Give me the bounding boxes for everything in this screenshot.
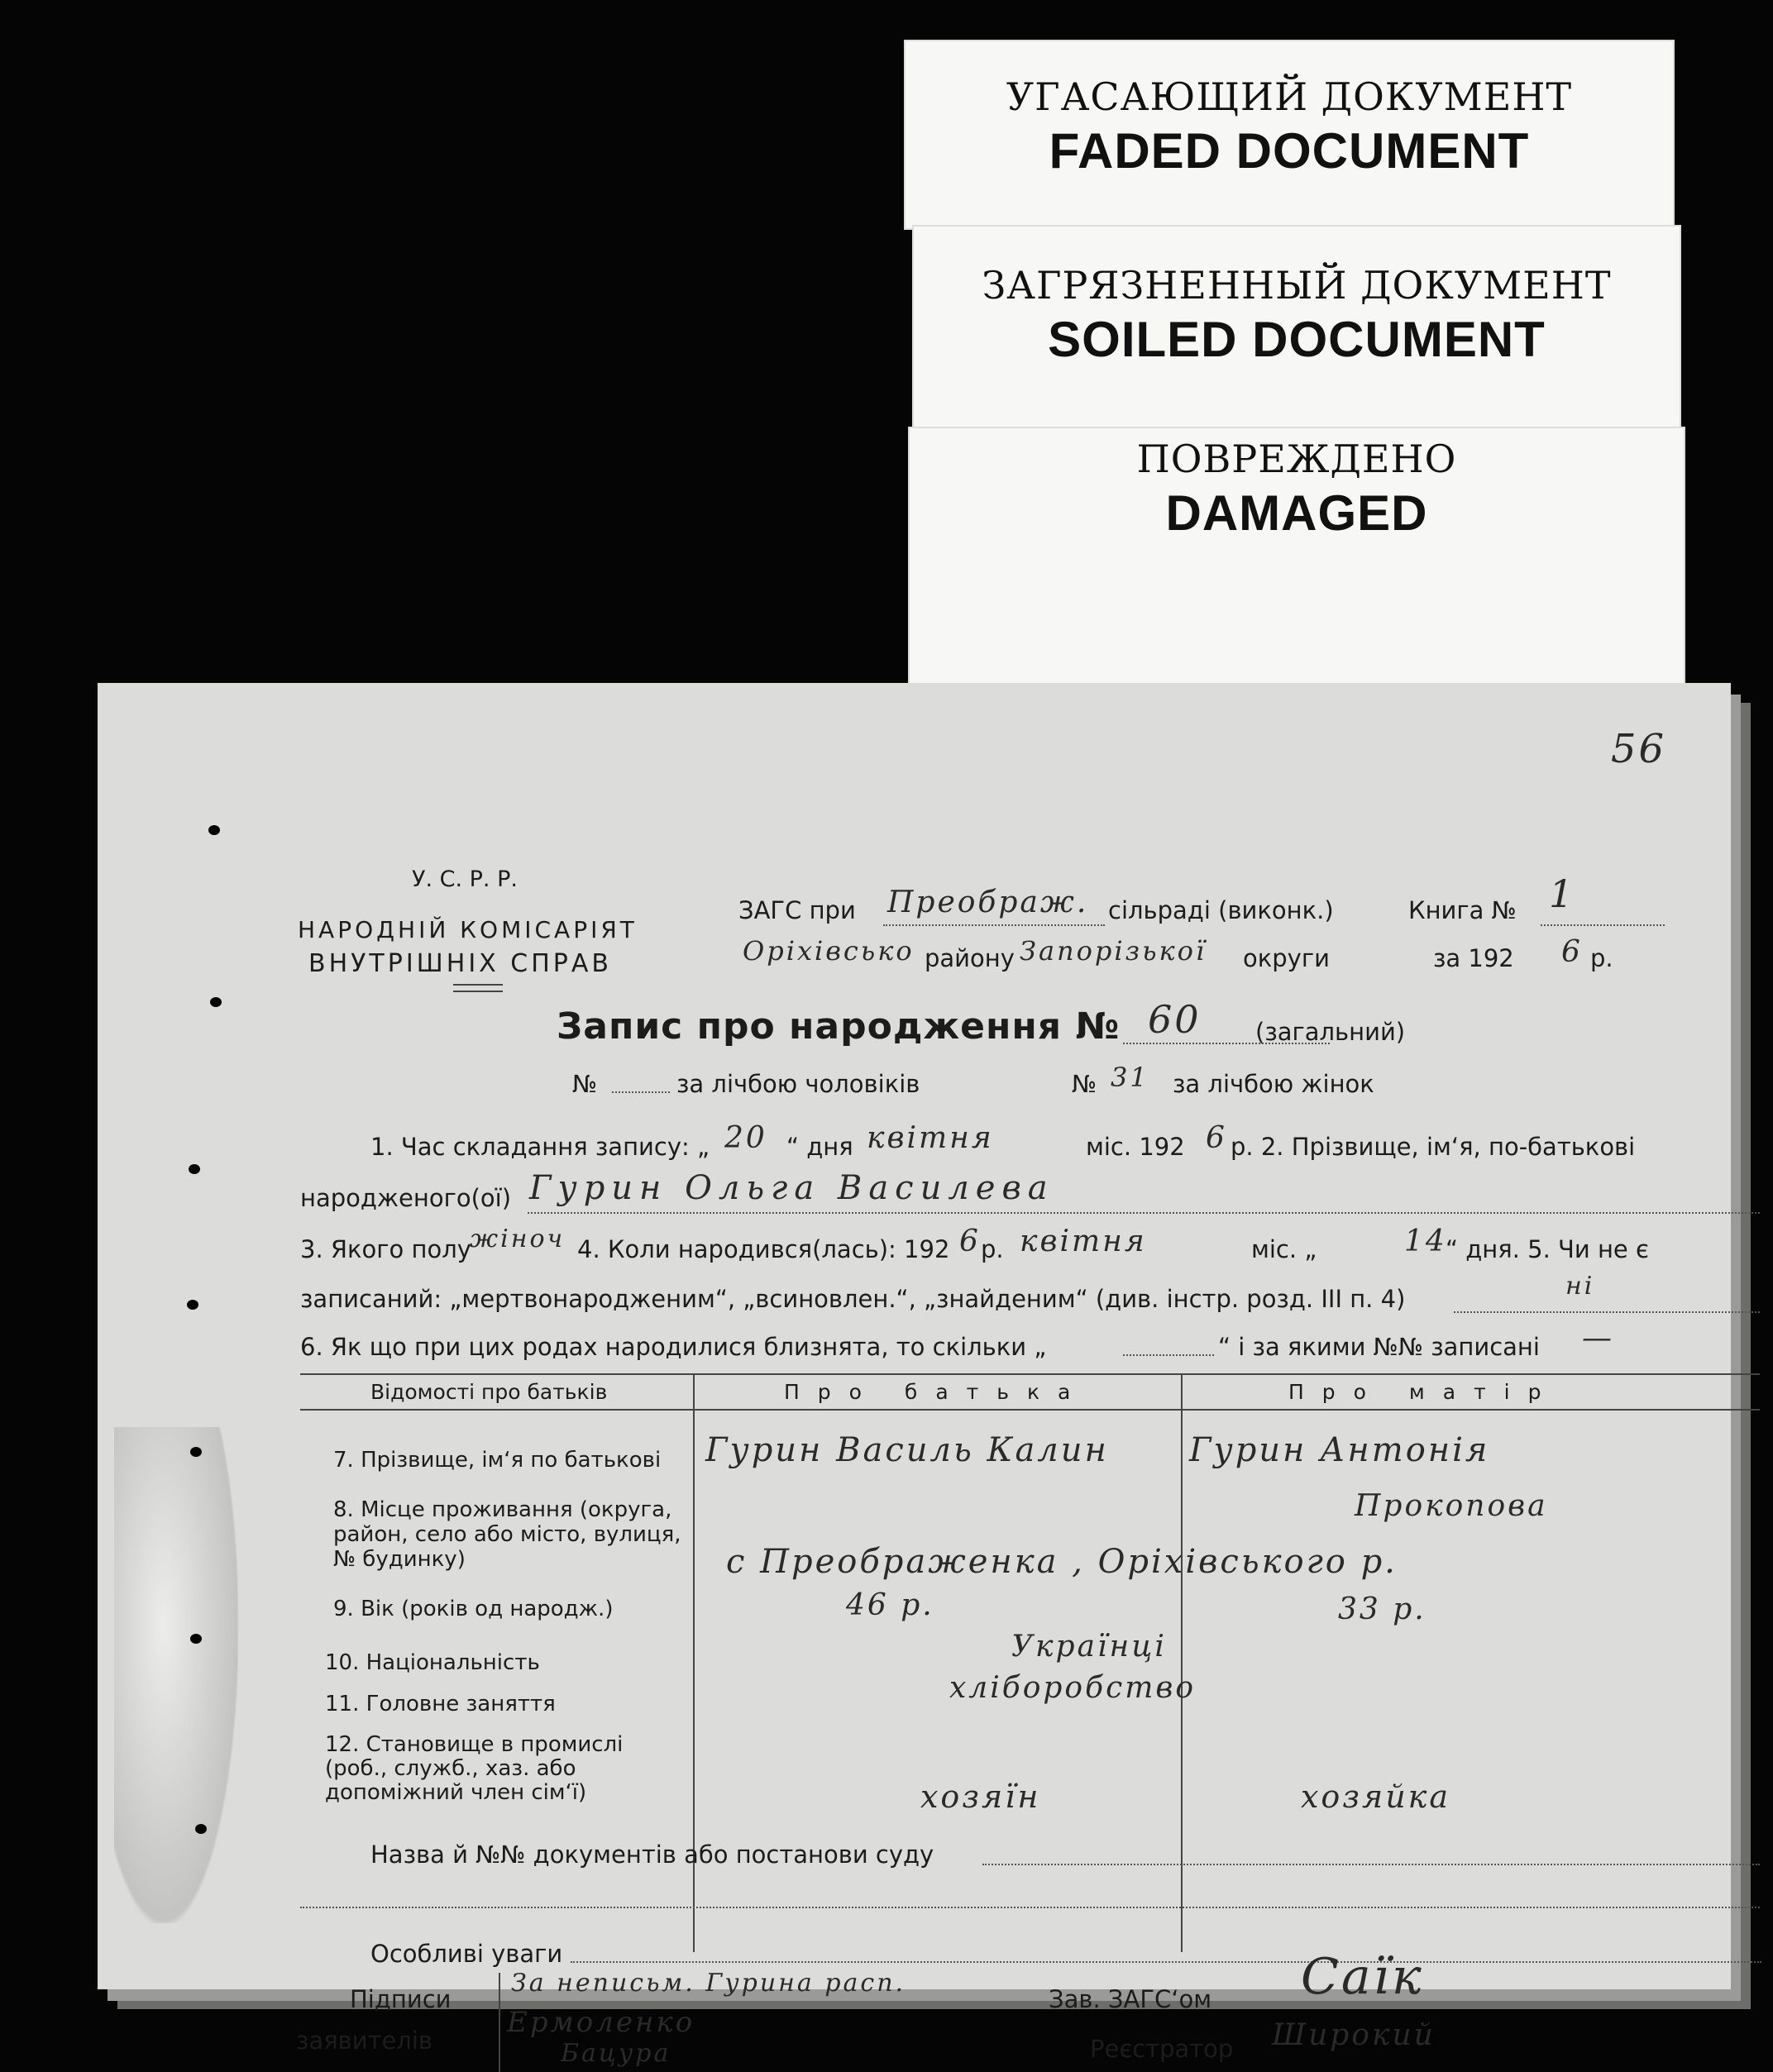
punch-hole (190, 1634, 202, 1644)
row-label-status: 12. Становище в промислі (роб., служб., хаз. або допоміжний член сім‘ї) (325, 1732, 624, 1805)
record-year: 6 (1206, 1121, 1227, 1155)
zags-value: Преображ. (887, 886, 1089, 919)
page-number: 56 (1611, 726, 1667, 772)
registrar-signature: Широкий (1272, 2018, 1436, 2052)
raion-value: Оріхівсько (743, 935, 915, 967)
stillborn-answer: ні (1565, 1272, 1595, 1301)
okruga-label: округи (1243, 944, 1330, 972)
father-age: 46 р. (846, 1588, 934, 1622)
torn-edge-damage (114, 1427, 238, 1923)
kniga-value: 1 (1549, 871, 1576, 916)
twins-numbers-label: “ і за якими №№ записані (1218, 1333, 1540, 1361)
header-divider (453, 991, 503, 992)
punch-hole (189, 1164, 200, 1174)
stillborn-question-start: “ дня. 5. Чи не є (1446, 1235, 1649, 1263)
raion-label: району (925, 944, 1015, 972)
record-month: квітня (867, 1121, 994, 1155)
notes-dotted-line (571, 1961, 1761, 1963)
mother-name: Гурин Антонія (1189, 1431, 1490, 1469)
time-of-record-label: 1. Час складання запису: „ (370, 1133, 710, 1161)
col-mother: Про матір (1288, 1380, 1560, 1404)
twins-question: 6. Як що при цих родах народилися близнята, то скільки „ (300, 1333, 1047, 1361)
father-name: Гурин Василь Калин (705, 1431, 1109, 1469)
mother-age: 33 р. (1338, 1592, 1427, 1626)
kniga-dotted-line (1541, 924, 1665, 926)
punch-hole (208, 825, 220, 835)
applicant-name: Ермоленко (507, 2006, 695, 2039)
child-label: народженого(ої) (300, 1184, 512, 1212)
punch-hole (195, 1824, 207, 1834)
sex-value: жіноч (470, 1225, 566, 1253)
col-father: Про батька (784, 1380, 1089, 1404)
record-month-suffix: міс. 192 (1086, 1133, 1185, 1161)
record-day-suffix: “ дня (786, 1133, 853, 1161)
twins-count-dotted-line (1123, 1354, 1214, 1356)
zags-label: ЗАГС при (738, 896, 856, 924)
nationality-value: Українці (1011, 1630, 1167, 1664)
okruga-value: Запорізької (1020, 935, 1207, 967)
faded-document-label (904, 40, 1675, 230)
zags-head-label: Зав. ЗАГС‘ом (1049, 1985, 1212, 2013)
record-day: 20 (724, 1121, 767, 1155)
faded-label-ru: УГАСАЮЩИЙ ДОКУМЕНТ (1006, 74, 1573, 119)
documents-dotted-line (982, 1864, 1760, 1865)
record-number-suffix: (загальний) (1255, 1018, 1406, 1046)
sex-label: 3. Якого полу (300, 1235, 471, 1263)
birth-day: 14 (1404, 1225, 1447, 1258)
record-title: Запис про народження № (557, 1005, 1121, 1048)
selradi-label: сільраді (виконк.) (1108, 896, 1334, 924)
faded-label-en: FADED DOCUMENT (1049, 123, 1530, 179)
soiled-label-en: SOILED DOCUMENT (1048, 312, 1546, 367)
row-label-residence: 8. Місце проживання (округа, район, село або місто, вулиця, № будинку) (333, 1497, 681, 1572)
child-name: Гурин Ольга Василева (529, 1169, 1054, 1207)
documents-dotted-line-2 (300, 1907, 1760, 1908)
soiled-label-ru: ЗАГРЯЗНЕННЫЙ ДОКУМЕНТ (982, 263, 1612, 308)
table-top-rule (300, 1373, 1760, 1375)
punch-hole (190, 1447, 202, 1457)
record-number: 60 (1148, 997, 1202, 1042)
table-header-rule (300, 1409, 1760, 1411)
documents-label: Назва й №№ документів або постанови суду (370, 1840, 934, 1869)
birth-year-suffix: р. (981, 1235, 1004, 1263)
registrar-label: Реєстратор (1090, 2035, 1234, 2063)
punch-hole (187, 1300, 198, 1310)
occupation-value: хліборобство (949, 1671, 1197, 1705)
col-parents-info: Відомості про батьків (370, 1380, 608, 1404)
row-label-age: 9. Вік (років од народж.) (333, 1597, 614, 1621)
stillborn-question: записаний: „мертвонародженим“, „всиновлен.“, „знайденим“ (див. інстр. розд. III п. 4) (300, 1285, 1406, 1313)
header-ussr: У. С. Р. Р. (412, 867, 518, 892)
year-label: за 192 (1433, 944, 1514, 972)
twins-answer: — (1582, 1321, 1614, 1355)
men-count-prefix: № (572, 1070, 598, 1098)
applicant-note: За неписьм. Гурина расп. (511, 1969, 906, 1998)
kniga-label: Книга № (1408, 896, 1517, 924)
header-divider (453, 984, 503, 986)
header-commissariat: НАРОДНІЙ КОМІСАРІЯТ (298, 916, 638, 943)
mother-status: хозяйка (1301, 1778, 1451, 1815)
row-label-name: 7. Прізвище, ім‘я по батькові (333, 1448, 662, 1473)
men-count-dotted-line (612, 1091, 670, 1093)
signatures-label: Підписи (350, 1985, 452, 2013)
birth-month: квітня (1020, 1225, 1147, 1258)
father-residence: с Преображенка , Оріхівського р. (726, 1543, 1398, 1581)
zags-head-signature: Саїк (1301, 1948, 1424, 2006)
header-internal-affairs: ВНУТРІШНІХ СПРАВ (308, 949, 612, 978)
signature-bracket (499, 1973, 500, 2072)
damaged-document-label (908, 427, 1685, 699)
name-of-child-label: р. 2. Прізвище, ім‘я, по-батькові (1231, 1133, 1636, 1161)
birth-year: 6 (959, 1225, 981, 1258)
women-count-label: за лічбою жінок (1173, 1070, 1374, 1098)
men-count-label: за лічбою чоловіків (676, 1070, 920, 1098)
punch-hole (210, 997, 222, 1007)
women-count-prefix: № (1072, 1070, 1097, 1098)
row-label-nationality: 10. Національність (325, 1650, 540, 1675)
birth-date-label: 4. Коли народився(лась): 192 (577, 1235, 950, 1263)
row-label-occupation: 11. Головне заняття (325, 1692, 556, 1716)
year-suffix: р. (1590, 944, 1613, 972)
notes-label: Особливі уваги (370, 1940, 563, 1968)
applicant-signature: Бацура (561, 2039, 671, 2068)
year-value: 6 (1561, 935, 1583, 969)
mother-patronymic: Прокопова (1355, 1489, 1548, 1523)
soiled-document-label (912, 225, 1681, 436)
child-name-dotted-line (528, 1212, 1760, 1214)
applicants-label: заявителів (296, 2027, 432, 2055)
birth-month-suffix: міс. „ (1251, 1235, 1317, 1263)
damaged-label-ru: ПОВРЕЖДЕНО (1136, 437, 1457, 481)
stillborn-dotted-line (1454, 1311, 1760, 1313)
women-count-value: 31 (1111, 1062, 1149, 1093)
table-divider-right (1181, 1373, 1183, 1952)
birth-record-sheet (98, 683, 1731, 2068)
damaged-label-en: DAMAGED (1165, 485, 1428, 541)
father-status: хозяїн (920, 1778, 1041, 1815)
zags-dotted-line (883, 924, 1105, 926)
